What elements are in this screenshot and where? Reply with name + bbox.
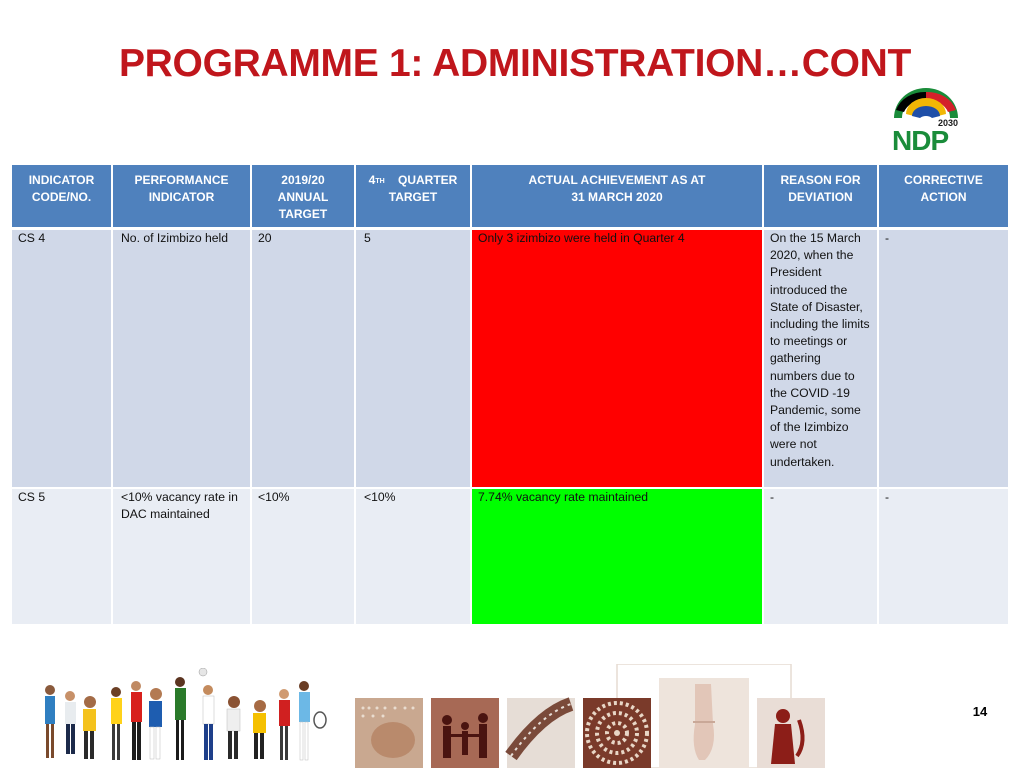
cell-annual-target: <10% xyxy=(251,488,355,625)
header-q4-target xyxy=(355,165,471,229)
performance-table xyxy=(12,165,1008,626)
film-reel-image xyxy=(507,698,575,768)
cell-q4-target: <10% xyxy=(355,488,471,625)
ndp-2030-logo xyxy=(886,84,966,154)
ballet-shoe-image xyxy=(659,678,749,768)
header-q4-prefix: 4 xyxy=(368,173,376,187)
header-achievement-line2: 31 MARCH 2020 xyxy=(571,190,663,204)
header-q4-suffix: QUARTER TARGET xyxy=(388,173,458,204)
cell-code: CS 5 xyxy=(12,488,112,625)
table-header-row xyxy=(12,165,1008,229)
logo-name-text: NDP xyxy=(892,125,949,154)
header-annual-target: 2019/20 ANNUAL TARGET xyxy=(251,165,355,229)
header-achievement xyxy=(471,165,763,229)
cell-deviation: On the 15 March 2020, when the President introduced the State of Disaster, including the limits to meetings or gathering numbers due to the COVID -19 Pandemic, some of the Izimbizo were not undertaken. xyxy=(763,229,878,488)
table-row xyxy=(12,488,1008,625)
logo-year-text: 2030 xyxy=(938,118,959,128)
saxophone-player-image xyxy=(757,698,825,768)
cell-indicator: No. of Izimbizo held xyxy=(112,229,251,488)
cell-corrective: - xyxy=(878,488,1008,625)
header-q4-sup: TH xyxy=(375,178,385,185)
header-deviation: REASON FOR DEVIATION xyxy=(763,165,878,229)
cell-annual-target: 20 xyxy=(251,229,355,488)
page-number: 14 xyxy=(972,704,988,719)
header-achievement-line1: ACTUAL ACHIEVEMENT AS AT xyxy=(528,173,706,187)
header-indicator: PERFORMANCE INDICATOR xyxy=(112,165,251,229)
cell-achievement: Only 3 izimbizo were held in Quarter 4 xyxy=(471,229,763,488)
arts-images-strip xyxy=(355,664,825,768)
cell-code: CS 4 xyxy=(12,229,112,488)
slide-title: PROGRAMME 1: ADMINISTRATION…CONT xyxy=(118,42,912,85)
cell-achievement: 7.74% vacancy rate maintained xyxy=(471,488,763,625)
cell-deviation: - xyxy=(763,488,878,625)
header-corrective: CORRECTIVE ACTION xyxy=(878,165,1008,229)
header-code: INDICATOR CODE/NO. xyxy=(12,165,112,229)
cell-corrective: - xyxy=(878,229,1008,488)
beadwork-image xyxy=(583,698,651,768)
table-row xyxy=(12,229,1008,488)
athletes-group-image xyxy=(38,668,328,768)
family-silhouette-image xyxy=(431,698,499,768)
cell-indicator: <10% vacancy rate in DAC maintained xyxy=(112,488,251,625)
braille-image xyxy=(355,698,423,768)
cell-q4-target: 5 xyxy=(355,229,471,488)
